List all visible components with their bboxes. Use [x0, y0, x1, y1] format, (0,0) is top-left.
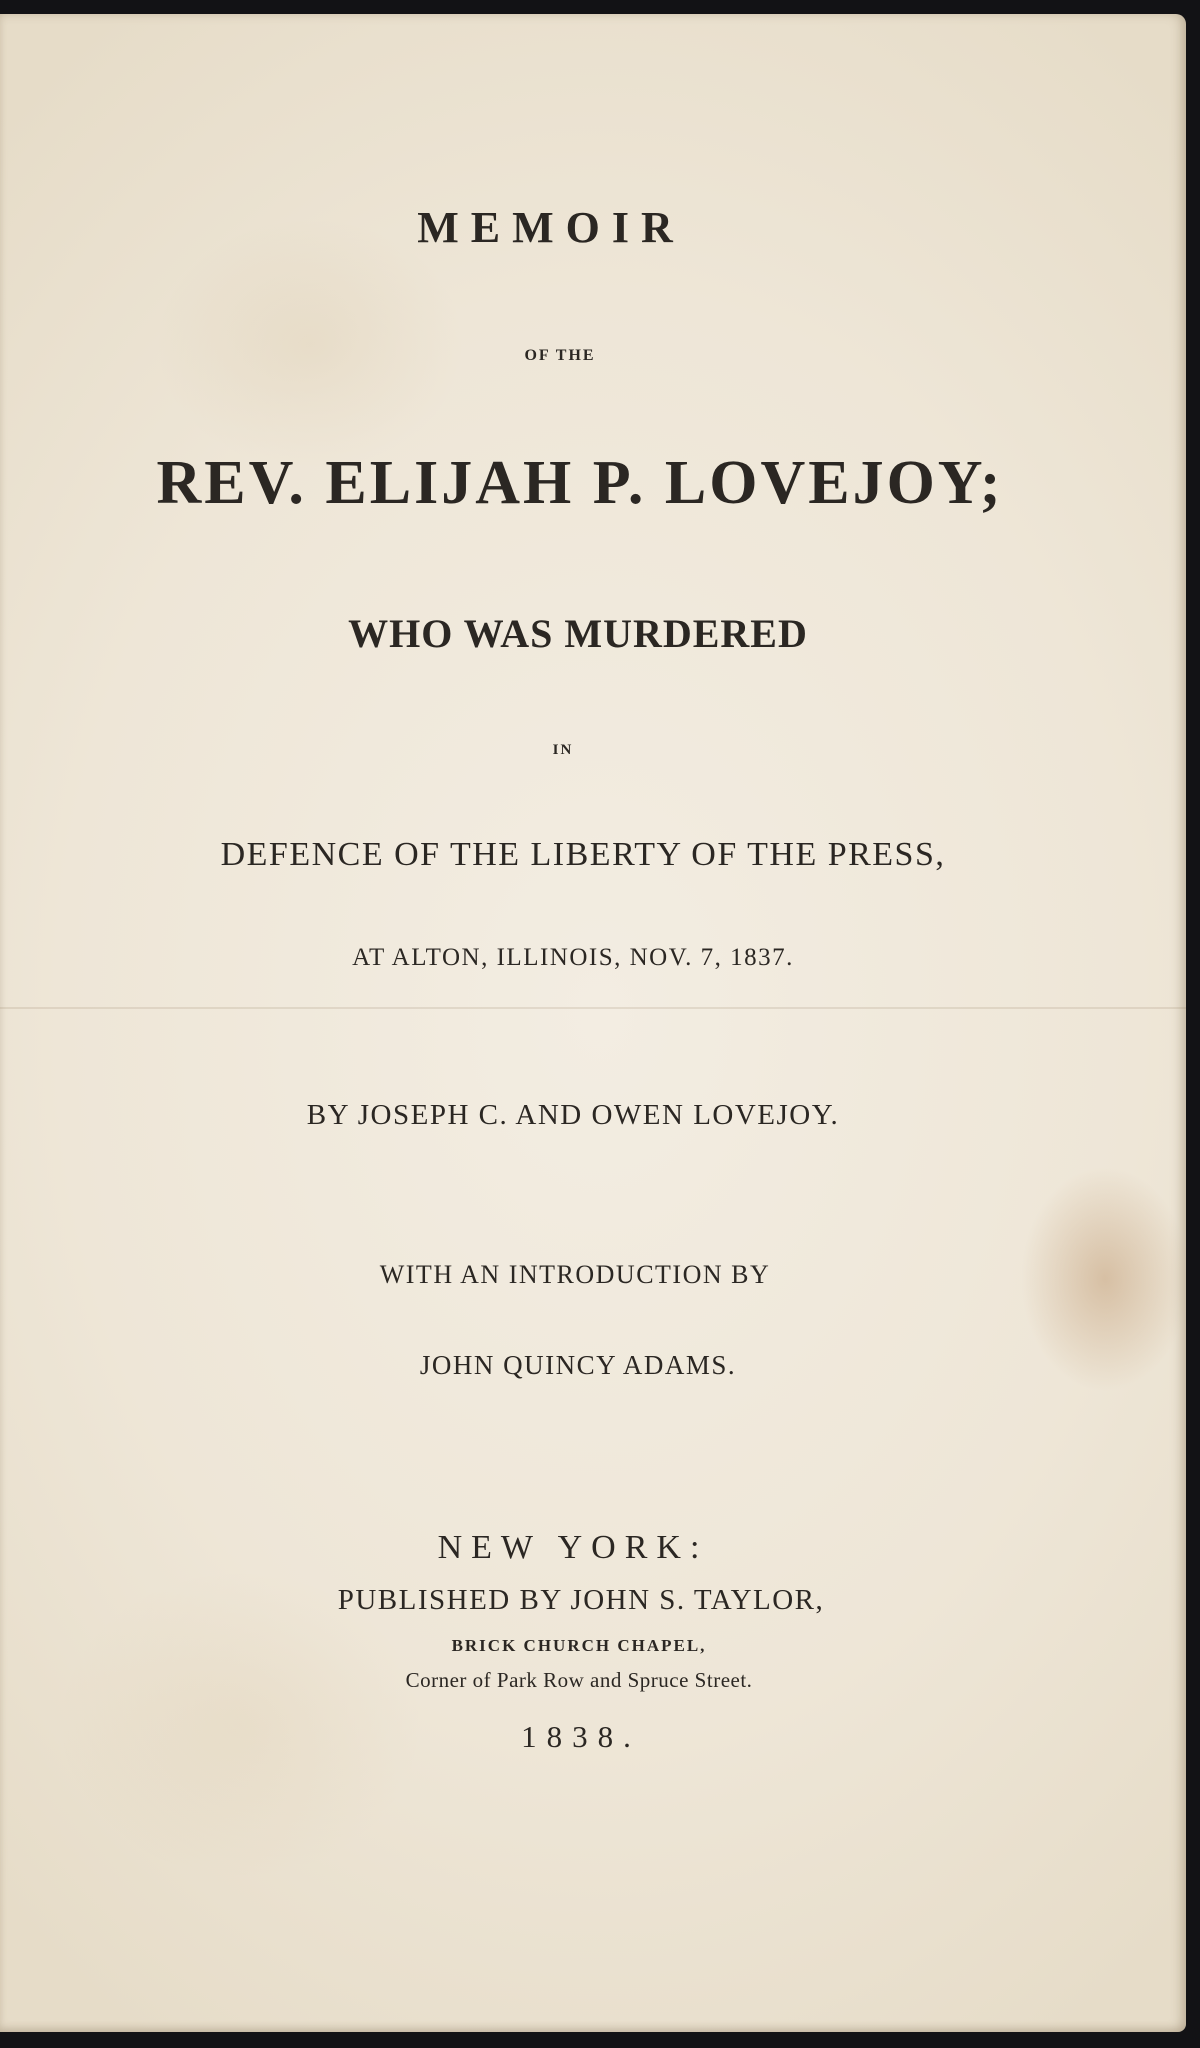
- title-page: [0, 14, 1186, 2032]
- introduction-line: WITH AN INTRODUCTION BY: [379, 1260, 771, 1289]
- murdered-line: WHO WAS MURDERED: [348, 611, 808, 656]
- place-date-line: AT ALTON, ILLINOIS, NOV. 7, 1837.: [352, 944, 794, 971]
- authors-line: BY JOSEPH C. AND OWEN LOVEJOY.: [306, 1099, 840, 1131]
- imprint-publisher: PUBLISHED BY JOHN S. TAYLOR,: [337, 1584, 825, 1616]
- paper-crease: [0, 1007, 1186, 1009]
- imprint-city: NEW YORK:: [437, 1529, 709, 1566]
- subject-name: REV. ELIJAH P. LOVEJOY;: [156, 449, 1004, 517]
- imprint-chapel: BRICK CHURCH CHAPEL,: [451, 1636, 707, 1655]
- imprint-street: Corner of Park Row and Spruce Street.: [405, 1668, 753, 1692]
- in-line: IN: [552, 742, 574, 758]
- of-the-line: OF THE: [524, 347, 596, 364]
- defence-line: DEFENCE OF THE LIBERTY OF THE PRESS,: [220, 836, 946, 873]
- book-heading: MEMOIR: [417, 203, 685, 252]
- imprint-year: 1838.: [521, 1719, 641, 1754]
- introducer-name: JOHN QUINCY ADAMS.: [419, 1350, 737, 1380]
